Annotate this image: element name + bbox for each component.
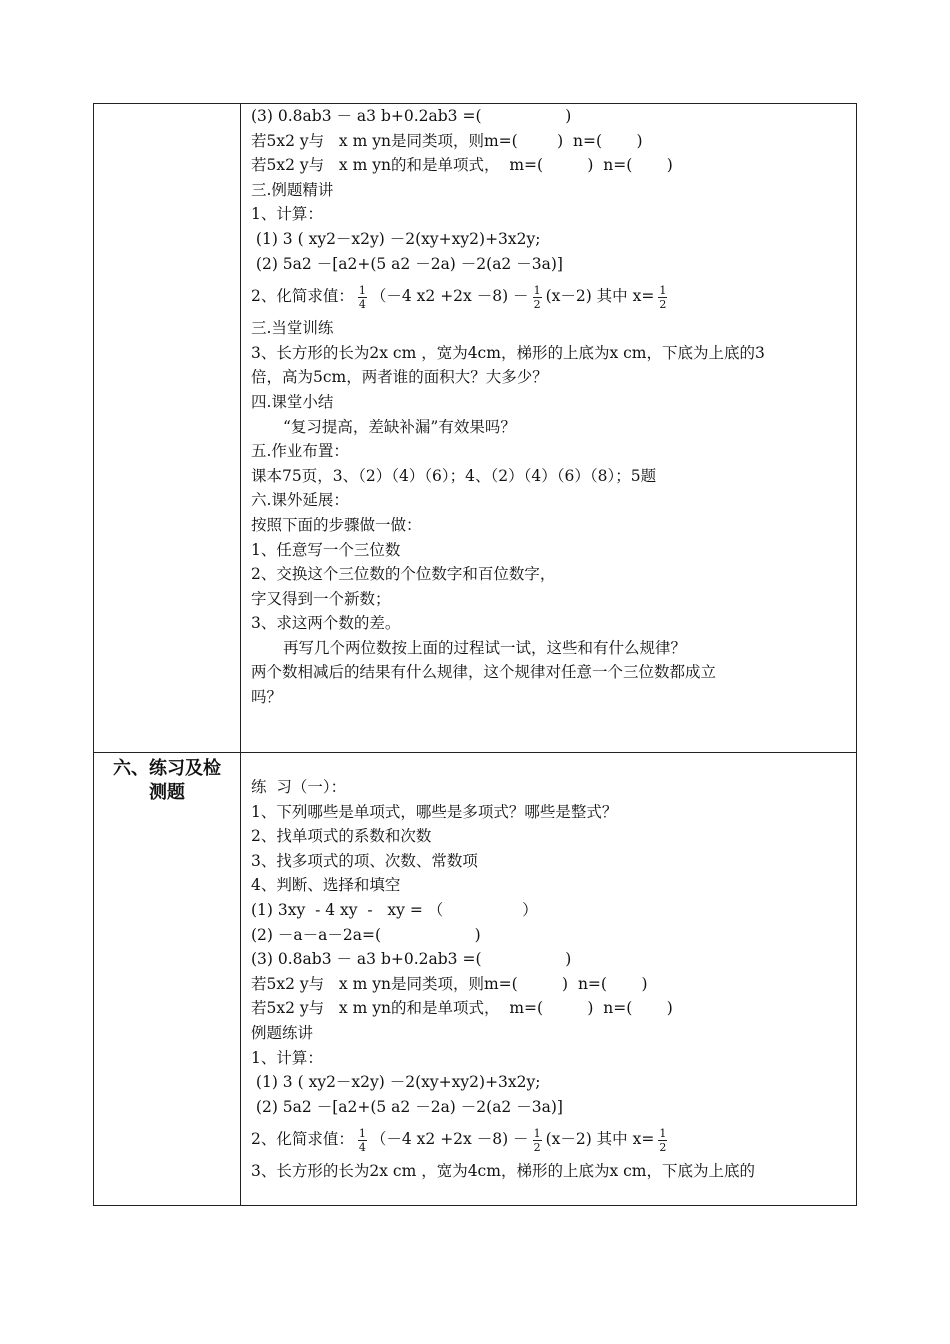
fraction-numerator: 1 [533, 1126, 541, 1140]
text-line: 倍，高为5cm，两者谁的面积大？大多少？ [251, 368, 548, 387]
lesson-table [93, 103, 857, 1206]
row-label-empty [94, 104, 241, 752]
text-line: 若5x2 y与 x m yn的和是单项式， m=( ) n=( ) [251, 999, 673, 1018]
text-line: (1) 3 ( xy2－x2y) －2(xy+xy2)+3x2y; [251, 1073, 541, 1092]
simplify-evaluate-line [251, 1119, 856, 1159]
text-line: 按照下面的步骤做一做： [251, 515, 422, 534]
text-line: 1、下列哪些是单项式，哪些是多项式？哪些是整式？ [251, 802, 618, 821]
text-line: 若5x2 y与 x m yn是同类项，则m=( ) n=( ) [251, 131, 643, 150]
row-content-practice [241, 753, 856, 1205]
text-line: 3、长方形的长为2x cm ，宽为4cm，梯形的上底为x cm，下底为上底的3 [251, 343, 765, 362]
fraction-numerator: 1 [659, 283, 667, 297]
text-span: (x－2) 其中 x= [545, 1130, 655, 1149]
text-line: 若5x2 y与 x m yn是同类项，则m=( ) n=( ) [251, 974, 648, 993]
fraction-denominator: 2 [533, 297, 541, 311]
fraction [658, 284, 667, 311]
text-line: (3) 0.8ab3 － a3 b+0.2ab3 =( ) [251, 950, 572, 969]
section-heading: 例题练讲 [251, 1023, 314, 1042]
text-line: 两个数相减后的结果有什么规律，这个规律对任意一个三位数都成立 [251, 663, 717, 682]
text-span: 2、化简求值： [251, 287, 354, 306]
fraction-numerator: 1 [533, 283, 541, 297]
text-span: (x－2) 其中 x= [545, 287, 655, 306]
text-line: 3、求这两个数的差。 [251, 614, 401, 633]
text-line: 课本75页，3、（2）（4）（6）；4、（2）（4）（6）（8）；5题 [251, 466, 657, 485]
row-content-teaching [241, 104, 856, 752]
text-line: (2) 5a2 －[a2+(5 a2 －2a) －2(a2 －3a)] [251, 254, 563, 273]
fraction-denominator: 4 [358, 297, 366, 311]
fraction [533, 284, 542, 311]
text-line: 1、任意写一个三位数 [251, 540, 401, 559]
text-line: 1、计算： [251, 205, 323, 224]
fraction [533, 1127, 542, 1154]
text-line: 若5x2 y与 x m yn的和是单项式， m=( ) n=( ) [251, 156, 673, 175]
row-label-practice [94, 753, 241, 1205]
text-span: 2、化简求值： [251, 1130, 354, 1149]
text-span: （－4 x2 +2x －8) － [370, 287, 529, 306]
spacer [251, 753, 856, 775]
text-line: (2) 5a2 －[a2+(5 a2 －2a) －2(a2 －3a)] [251, 1097, 563, 1116]
text-line: 3、找多项式的项、次数、常数项 [251, 851, 478, 870]
section-heading: 六.课外延展： [251, 491, 349, 510]
row-label-line: 六、练习及检 [113, 758, 221, 779]
text-line: “复习提高，差缺补漏”有效果吗？ [283, 417, 516, 436]
text-line: 2、交换这个三位数的个位数字和百位数字， [251, 565, 556, 584]
text-span: （－4 x2 +2x －8) － [370, 1130, 529, 1149]
fraction-numerator: 1 [358, 283, 366, 297]
fraction-denominator: 2 [659, 297, 667, 311]
text-line: 1、计算： [251, 1048, 323, 1067]
text-line: 2、找单项式的系数和次数 [251, 827, 432, 846]
text-line: 3、长方形的长为2x cm ，宽为4cm，梯形的上底为x cm，下底为上底的 [251, 1162, 755, 1181]
text-line: (1) 3xy - 4 xy - xy = （ ） [251, 900, 538, 919]
fraction [358, 1127, 367, 1154]
table-row-teaching [94, 104, 856, 753]
row-label-line: 测题 [149, 782, 185, 803]
fraction [658, 1127, 667, 1154]
fraction-numerator: 1 [358, 1126, 366, 1140]
text-line: 吗？ [251, 688, 283, 707]
text-line: 再写几个两位数按上面的过程试一试，这些和有什么规律？ [283, 638, 687, 657]
section-heading: 三.例题精讲 [251, 180, 334, 199]
simplify-evaluate-line [251, 276, 856, 316]
text-line: 4、判断、选择和填空 [251, 876, 401, 895]
section-heading: 四.课堂小结 [251, 392, 334, 411]
text-line: (3) 0.8ab3 － a3 b+0.2ab3 =( ) [251, 107, 572, 125]
section-heading: 三.当堂训练 [251, 319, 334, 338]
fraction-numerator: 1 [659, 1126, 667, 1140]
fraction-denominator: 2 [659, 1140, 667, 1154]
table-row-practice [94, 753, 856, 1205]
section-heading: 练 习（一）： [251, 778, 347, 796]
text-line: 字又得到一个新数； [251, 589, 391, 608]
section-heading: 五.作业布置： [251, 442, 349, 461]
fraction-denominator: 4 [358, 1140, 366, 1154]
text-line: (2) －a－a－2a=( ) [251, 925, 481, 944]
fraction-denominator: 2 [533, 1140, 541, 1154]
text-line: (1) 3 ( xy2－x2y) －2(xy+xy2)+3x2y; [251, 229, 541, 248]
fraction [358, 284, 367, 311]
